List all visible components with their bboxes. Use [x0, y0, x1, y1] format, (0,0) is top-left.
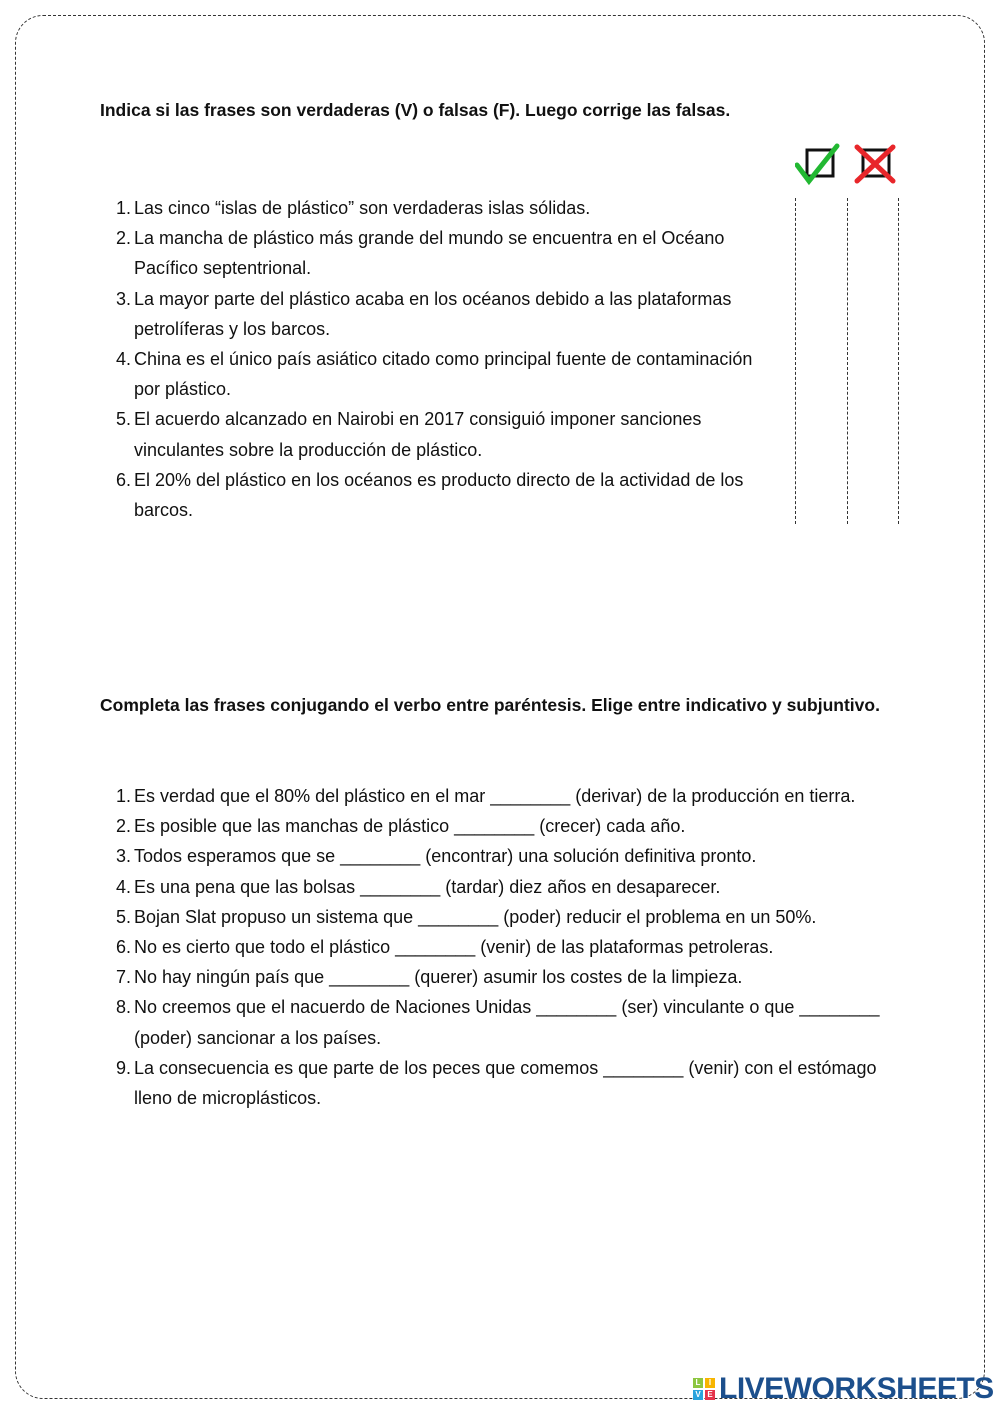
- item-text: Es posible que las manchas de plástico ________ (crecer) cada año.: [134, 816, 686, 837]
- section1-instruction: Indica si las frases son verdaderas (V) o falsas (F). Luego corrige las falsas.: [100, 100, 731, 120]
- item-text: Es verdad que el 80% del plástico en el mar ________ (derivar) de la producción en tierra.: [134, 786, 856, 806]
- answer-column-divider: [795, 198, 796, 524]
- item-number: 5.: [116, 906, 132, 927]
- item-text: No creemos que el nacuerdo de Naciones Unidas ________ (ser) vinculante o que ________ (poder) sancionar a los países.: [134, 997, 880, 1048]
- item-number: 2.: [116, 228, 132, 249]
- item-text: El acuerdo alcanzado en Nairobi en 2017 consiguió imponer sanciones vinculantes sobre la producción de plástico.: [134, 409, 702, 460]
- item-text: Las cinco “islas de plástico” son verdaderas islas sólidas.: [134, 198, 591, 218]
- item-text: No hay ningún país que ________ (querer) asumir los costes de la limpieza.: [134, 967, 743, 988]
- item-text: La mayor parte del plástico acaba en los océanos debido a las plataformas petrolíferas y los barcos.: [134, 288, 732, 339]
- list-item: [100, 284, 760, 344]
- item-number: 3.: [116, 846, 132, 867]
- list-item: [100, 872, 890, 902]
- item-number: 8.: [116, 997, 132, 1018]
- item-number: 3.: [116, 288, 132, 309]
- item-number: 6.: [116, 469, 132, 490]
- list-item: [100, 465, 760, 525]
- item-text: China es el único país asiático citado como principal fuente de contaminación por plástico.: [134, 349, 753, 400]
- item-text: El 20% del plástico en los océanos es producto directo de la actividad de los barcos.: [134, 469, 744, 521]
- item-number: 1.: [116, 198, 132, 218]
- item-number: 6.: [116, 937, 132, 958]
- logo-block: E: [705, 1390, 715, 1400]
- list-item: [100, 344, 760, 404]
- cross-box-icon: [857, 147, 893, 181]
- list-item: [100, 193, 760, 223]
- list-item: [100, 1053, 890, 1113]
- list-item: [100, 781, 890, 811]
- logo-text: LIVEWORKSHEETS: [719, 1372, 994, 1405]
- item-text: Bojan Slat propuso un sistema que ________ (poder) reducir el problema en un 50%.: [134, 906, 817, 927]
- true-false-list: [100, 193, 760, 525]
- list-item: [100, 811, 890, 841]
- liveworksheets-logo: [693, 1372, 994, 1406]
- logo-block: V: [693, 1390, 703, 1400]
- checkmark-box-icon: [797, 146, 837, 181]
- item-text: Todos esperamos que se ________ (encontrar) una solución definitiva pronto.: [134, 846, 757, 867]
- answer-column-divider: [847, 198, 848, 524]
- item-text: Es una pena que las bolsas ________ (tardar) diez años en desaparecer.: [134, 876, 721, 897]
- list-item: [100, 841, 890, 871]
- list-item: [100, 404, 760, 464]
- list-item: [100, 902, 890, 932]
- list-item: [100, 962, 890, 992]
- list-item: [100, 992, 890, 1052]
- logo-blocks-icon: [693, 1378, 715, 1400]
- item-number: 1.: [116, 786, 132, 806]
- logo-block: I: [705, 1378, 715, 1388]
- item-number: 4.: [116, 876, 132, 897]
- list-item: [100, 932, 890, 962]
- item-number: 2.: [116, 816, 132, 837]
- list-item: [100, 223, 760, 283]
- conjugation-list: [100, 781, 890, 1113]
- item-number: 9.: [116, 1057, 132, 1078]
- item-text: La mancha de plástico más grande del mundo se encuentra en el Océano Pacífico septentrional.: [134, 228, 725, 279]
- item-number: 5.: [116, 409, 132, 430]
- answer-column-divider: [898, 198, 899, 524]
- true-false-header: [795, 143, 900, 193]
- item-text: La consecuencia es que parte de los peces que comemos ________ (venir) con el estómago lleno de microplásticos.: [134, 1057, 877, 1109]
- item-number: 7.: [116, 967, 132, 988]
- item-text: No es cierto que todo el plástico ________ (venir) de las plataformas petroleras.: [134, 937, 774, 958]
- logo-block: L: [693, 1378, 703, 1388]
- item-number: 4.: [116, 349, 132, 370]
- section2-instruction: Completa las frases conjugando el verbo entre paréntesis. Elige entre indicativo y subjuntivo.: [100, 695, 880, 715]
